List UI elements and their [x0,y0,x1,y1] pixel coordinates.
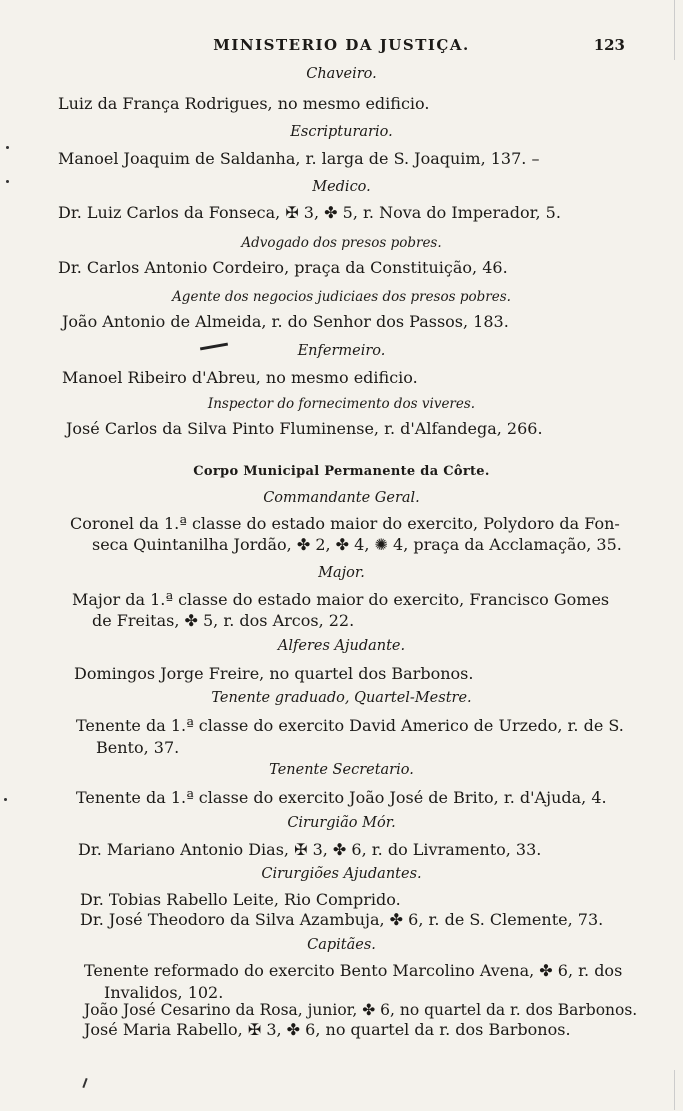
entry-line: Manoel Joaquim de Saldanha, r. larga de S. Joaquim, 137. – [58,149,540,168]
entry-line: Bento, 37. [96,738,180,757]
entry-line: José Maria Rabello, ✠ 3, ✤ 6, no quartel da r. dos Barbonos. [84,1020,571,1039]
entry-line: Dr. Mariano Antonio Dias, ✠ 3, ✤ 6, r. do Livramento, 33. [78,840,542,859]
entry-line: Coronel da 1.ª classe do estado maior do exercito, Polydoro da Fon- [70,514,620,533]
entry-line: Dr. Luiz Carlos da Fonseca, ✠ 3, ✤ 5, r. Nova do Imperador, 5. [58,203,561,222]
entry-line: Tenente reformado do exercito Bento Marcolino Avena, ✤ 6, r. dos [84,961,623,980]
role-heading-cirurgioes: Cirurgiões Ajudantes. [261,866,422,882]
entry-line: Dr. Carlos Antonio Cordeiro, praça da Constituição, 46. [58,258,508,277]
role-heading-commandante: Commandante Geral. [263,490,420,506]
ink-speck [4,798,7,801]
entry-line: Dr. Tobias Rabello Leite, Rio Comprido. [80,890,401,909]
entry-line: João José Cesarino da Rosa, junior, ✤ 6, no quartel da r. dos Barbonos. [84,1001,638,1019]
edge-mark [674,0,675,60]
entry-line: Tenente da 1.ª classe do exercito João José de Brito, r. d'Ajuda, 4. [76,788,607,807]
role-heading-enfermeiro: Enfermeiro. [297,343,386,359]
role-heading-cirurgiao-mor: Cirurgião Mór. [287,815,396,831]
role-heading-escripturario: Escripturario. [290,124,393,140]
entry-line: Dr. José Theodoro da Silva Azambuja, ✤ 6, r. de S. Clemente, 73. [80,910,604,929]
entry-line: Major da 1.ª classe do estado maior do exercito, Francisco Gomes [72,590,610,609]
entry-line: José Carlos da Silva Pinto Fluminense, r. d'Alfandega, 266. [66,419,543,438]
role-heading-agente: Agente dos negocios judiciaes dos presos pobres. [172,289,511,305]
role-heading-inspector: Inspector do fornecimento dos viveres. [207,396,476,412]
entry-line: Domingos Jorge Freire, no quartel dos Barbonos. [74,664,474,683]
role-heading-advogado: Advogado dos presos pobres. [241,235,442,251]
entry-line: Luiz da França Rodrigues, no mesmo edificio. [58,94,430,113]
role-heading-medico: Medico. [312,179,371,195]
role-heading-major: Major. [318,565,365,581]
edge-mark [674,1070,675,1110]
role-heading-chaveiro: Chaveiro. [306,66,377,82]
ink-mark [82,1078,87,1088]
entry-line: de Freitas, ✤ 5, r. dos Arcos, 22. [92,611,355,630]
entry-line: seca Quintanilha Jordão, ✤ 2, ✤ 4, ✺ 4, praça da Acclamação, 35. [92,535,622,554]
running-head [0,36,683,60]
role-heading-alferes: Alferes Ajudante. [277,638,406,654]
page-title: MINISTERIO DA JUSTIÇA. [213,36,470,54]
role-heading-capitaes: Capitães. [307,937,376,953]
section-heading: Corpo Municipal Permanente da Côrte. [193,464,490,479]
role-heading-tenente-graduado: Tenente graduado, Quartel-Mestre. [211,690,472,706]
entry-line: Invalidos, 102. [104,983,224,1002]
page-number: 123 [593,36,625,54]
ink-speck [6,180,9,183]
entry-line: Manoel Ribeiro d'Abreu, no mesmo edificio. [62,368,418,387]
ink-speck [6,146,9,149]
entry-line: Tenente da 1.ª classe do exercito David Americo de Urzedo, r. de S. [76,716,624,735]
entry-line: João Antonio de Almeida, r. do Senhor dos Passos, 183. [62,312,509,331]
role-heading-tenente-secretario: Tenente Secretario. [269,762,414,778]
